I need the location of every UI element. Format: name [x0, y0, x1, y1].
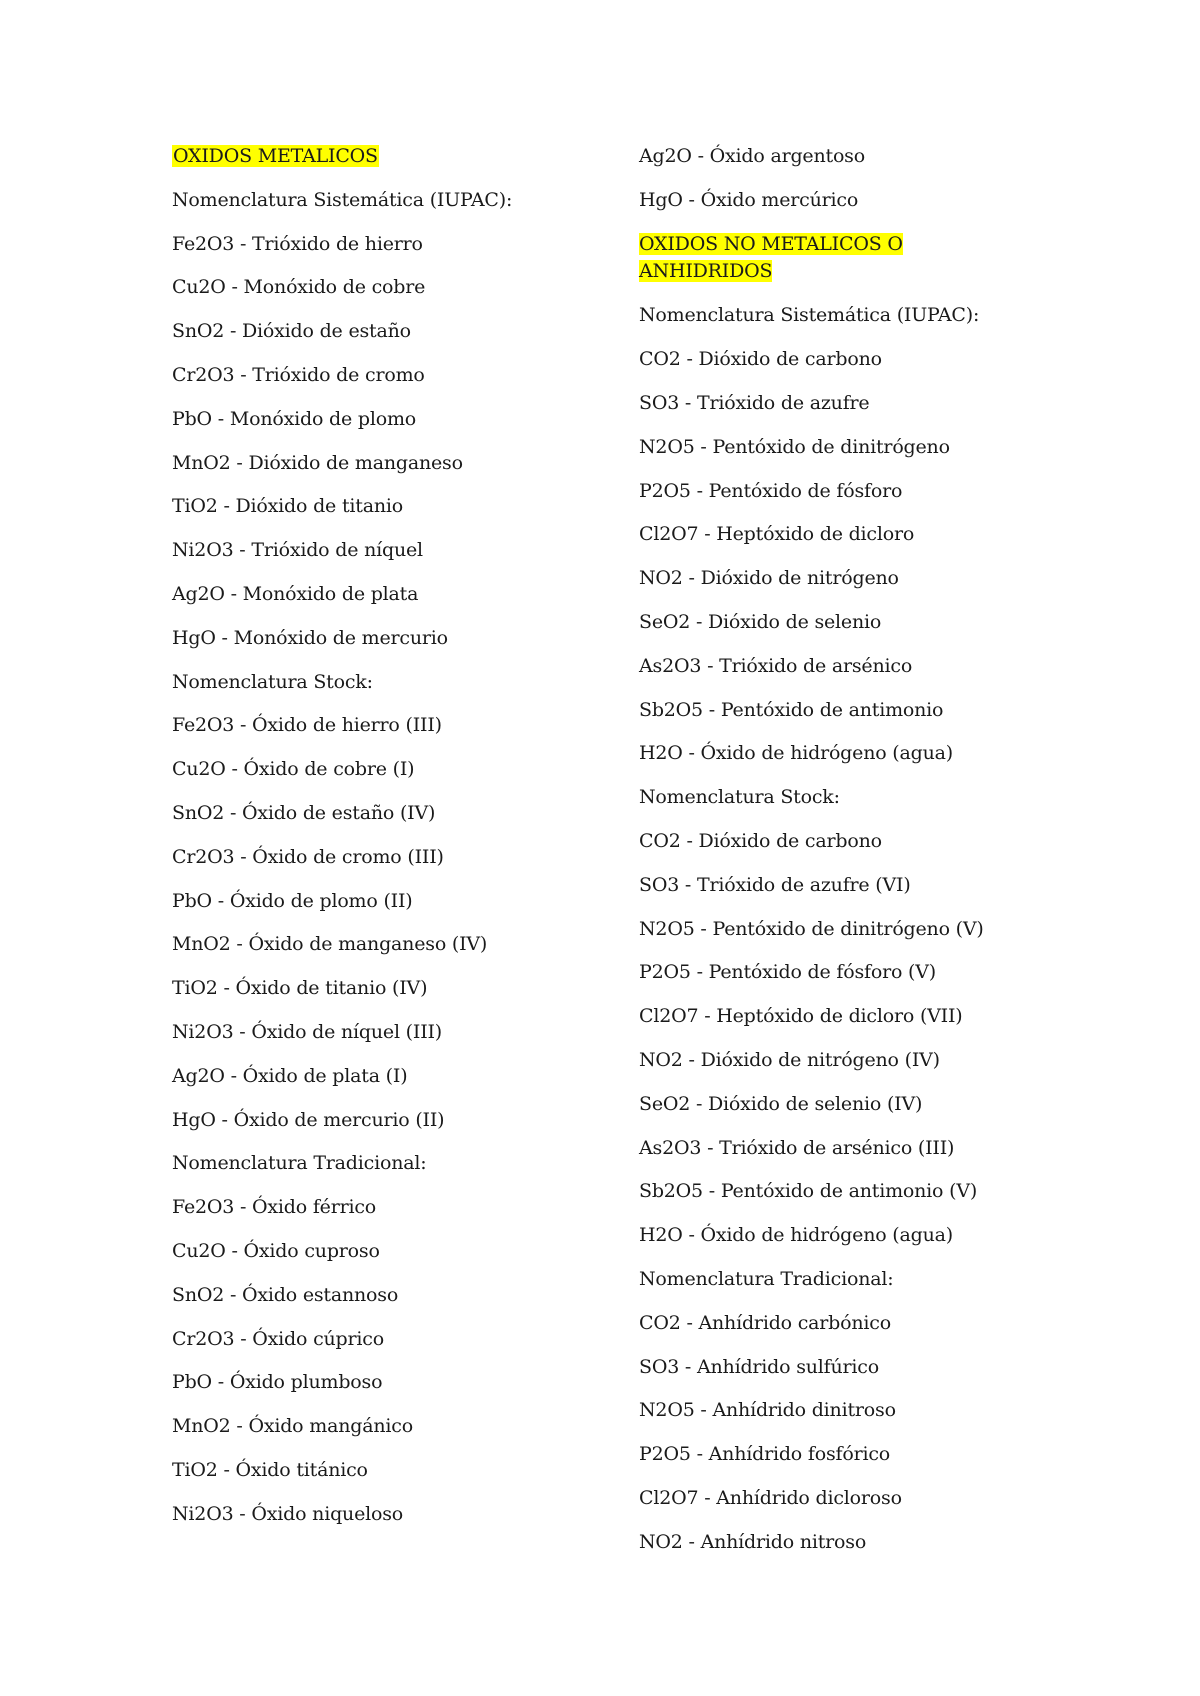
formula-line: Cr2O3 - Trióxido de cromo [172, 363, 425, 386]
formula-line: NO2 - Anhídrido nitroso [639, 1530, 867, 1553]
formula-line: HgO - Óxido mercúrico [639, 188, 859, 211]
formula-line: Ag2O - Monóxido de plata [172, 582, 419, 605]
formula-line: PbO - Óxido de plomo (II) [172, 889, 413, 912]
right-lines-list [639, 302, 1039, 1554]
nomenclature-subheading: Nomenclatura Stock: [639, 786, 840, 809]
left-lines-list [172, 187, 602, 1527]
formula-line: Sb2O5 - Pentóxido de antimonio (V) [639, 1180, 978, 1203]
formula-line: MnO2 - Óxido de manganeso (IV) [172, 933, 488, 956]
nomenclature-subheading: Nomenclatura Tradicional: [172, 1152, 427, 1175]
formula-line: SnO2 - Dióxido de estaño [172, 320, 411, 343]
formula-line: Cl2O7 - Heptóxido de dicloro [639, 523, 915, 546]
formula-line: Cu2O - Monóxido de cobre [172, 276, 426, 299]
formula-line: MnO2 - Óxido mangánico [172, 1415, 413, 1438]
formula-line: Cu2O - Óxido de cobre (I) [172, 758, 415, 781]
formula-line: As2O3 - Trióxido de arsénico (III) [639, 1136, 955, 1159]
formula-line: PbO - Óxido plumboso [172, 1371, 383, 1394]
formula-line: CO2 - Anhídrido carbónico [639, 1311, 891, 1334]
formula-line: TiO2 - Óxido titánico [172, 1458, 368, 1481]
formula-line: CO2 - Dióxido de carbono [639, 348, 882, 371]
nomenclature-subheading: Nomenclatura Sistemática (IUPAC): [639, 304, 980, 327]
formula-line: SnO2 - Óxido estannoso [172, 1283, 399, 1306]
formula-line: Fe2O3 - Trióxido de hierro [172, 232, 423, 255]
formula-line: N2O5 - Pentóxido de dinitrógeno (V) [639, 917, 984, 940]
section-heading-nonmetal-oxides [639, 231, 929, 285]
right-column [639, 143, 1039, 1573]
nomenclature-subheading: Nomenclatura Tradicional: [639, 1267, 894, 1290]
formula-line: HgO - Monóxido de mercurio [172, 626, 448, 649]
formula-line: Sb2O5 - Pentóxido de antimonio [639, 698, 944, 721]
formula-line: NO2 - Dióxido de nitrógeno (IV) [639, 1048, 940, 1071]
formula-line: Fe2O3 - Óxido férrico [172, 1196, 377, 1219]
highlighted-heading-line-1: OXIDOS NO METALICOS O [639, 232, 903, 255]
formula-line: Fe2O3 - Óxido de hierro (III) [172, 714, 442, 737]
formula-line: Ag2O - Óxido de plata (I) [172, 1064, 408, 1087]
formula-line: PbO - Monóxido de plomo [172, 407, 417, 430]
formula-line: Ni2O3 - Óxido de níquel (III) [172, 1020, 443, 1043]
formula-line: SnO2 - Óxido de estaño (IV) [172, 801, 436, 824]
formula-line: Ni2O3 - Óxido niqueloso [172, 1502, 404, 1525]
formula-line: Cr2O3 - Óxido de cromo (III) [172, 845, 444, 868]
formula-line: TiO2 - Óxido de titanio (IV) [172, 977, 428, 1000]
formula-line: P2O5 - Anhídrido fosfórico [639, 1443, 891, 1466]
formula-line: SO3 - Trióxido de azufre (VI) [639, 873, 911, 896]
formula-line: H2O - Óxido de hidrógeno (agua) [639, 742, 953, 765]
nomenclature-subheading: Nomenclatura Sistemática (IUPAC): [172, 188, 513, 211]
formula-line: CO2 - Dióxido de carbono [639, 829, 882, 852]
formula-line: Cl2O7 - Anhídrido dicloroso [639, 1486, 902, 1509]
right-top-lines-list [639, 143, 1039, 213]
highlighted-heading: OXIDOS METALICOS [173, 145, 378, 167]
nomenclature-subheading: Nomenclatura Stock: [172, 670, 373, 693]
formula-line: N2O5 - Anhídrido dinitroso [639, 1399, 896, 1422]
formula-line: Cl2O7 - Heptóxido de dicloro (VII) [639, 1005, 963, 1028]
section-heading-metal-oxides [172, 143, 602, 169]
formula-line: HgO - Óxido de mercurio (II) [172, 1108, 445, 1131]
formula-line: P2O5 - Pentóxido de fósforo [639, 479, 903, 502]
formula-line: As2O3 - Trióxido de arsénico [639, 654, 913, 677]
formula-line: MnO2 - Dióxido de manganeso [172, 451, 463, 474]
formula-line: SO3 - Anhídrido sulfúrico [639, 1355, 879, 1378]
formula-line: H2O - Óxido de hidrógeno (agua) [639, 1224, 953, 1247]
formula-line: NO2 - Dióxido de nitrógeno [639, 567, 899, 590]
formula-line: SeO2 - Dióxido de selenio [639, 610, 882, 633]
highlighted-heading-line-2: ANHIDRIDOS [639, 259, 773, 282]
formula-line: SeO2 - Dióxido de selenio (IV) [639, 1092, 923, 1115]
formula-line: Ni2O3 - Trióxido de níquel [172, 539, 423, 562]
formula-line: Cu2O - Óxido cuproso [172, 1239, 380, 1262]
formula-line: Cr2O3 - Óxido cúprico [172, 1327, 384, 1350]
formula-line: TiO2 - Dióxido de titanio [172, 495, 403, 518]
formula-line: SO3 - Trióxido de azufre [639, 391, 870, 414]
left-column [172, 143, 602, 1545]
formula-line: P2O5 - Pentóxido de fósforo (V) [639, 961, 937, 984]
formula-line: Ag2O - Óxido argentoso [639, 145, 865, 167]
formula-line: N2O5 - Pentóxido de dinitrógeno [639, 435, 950, 458]
